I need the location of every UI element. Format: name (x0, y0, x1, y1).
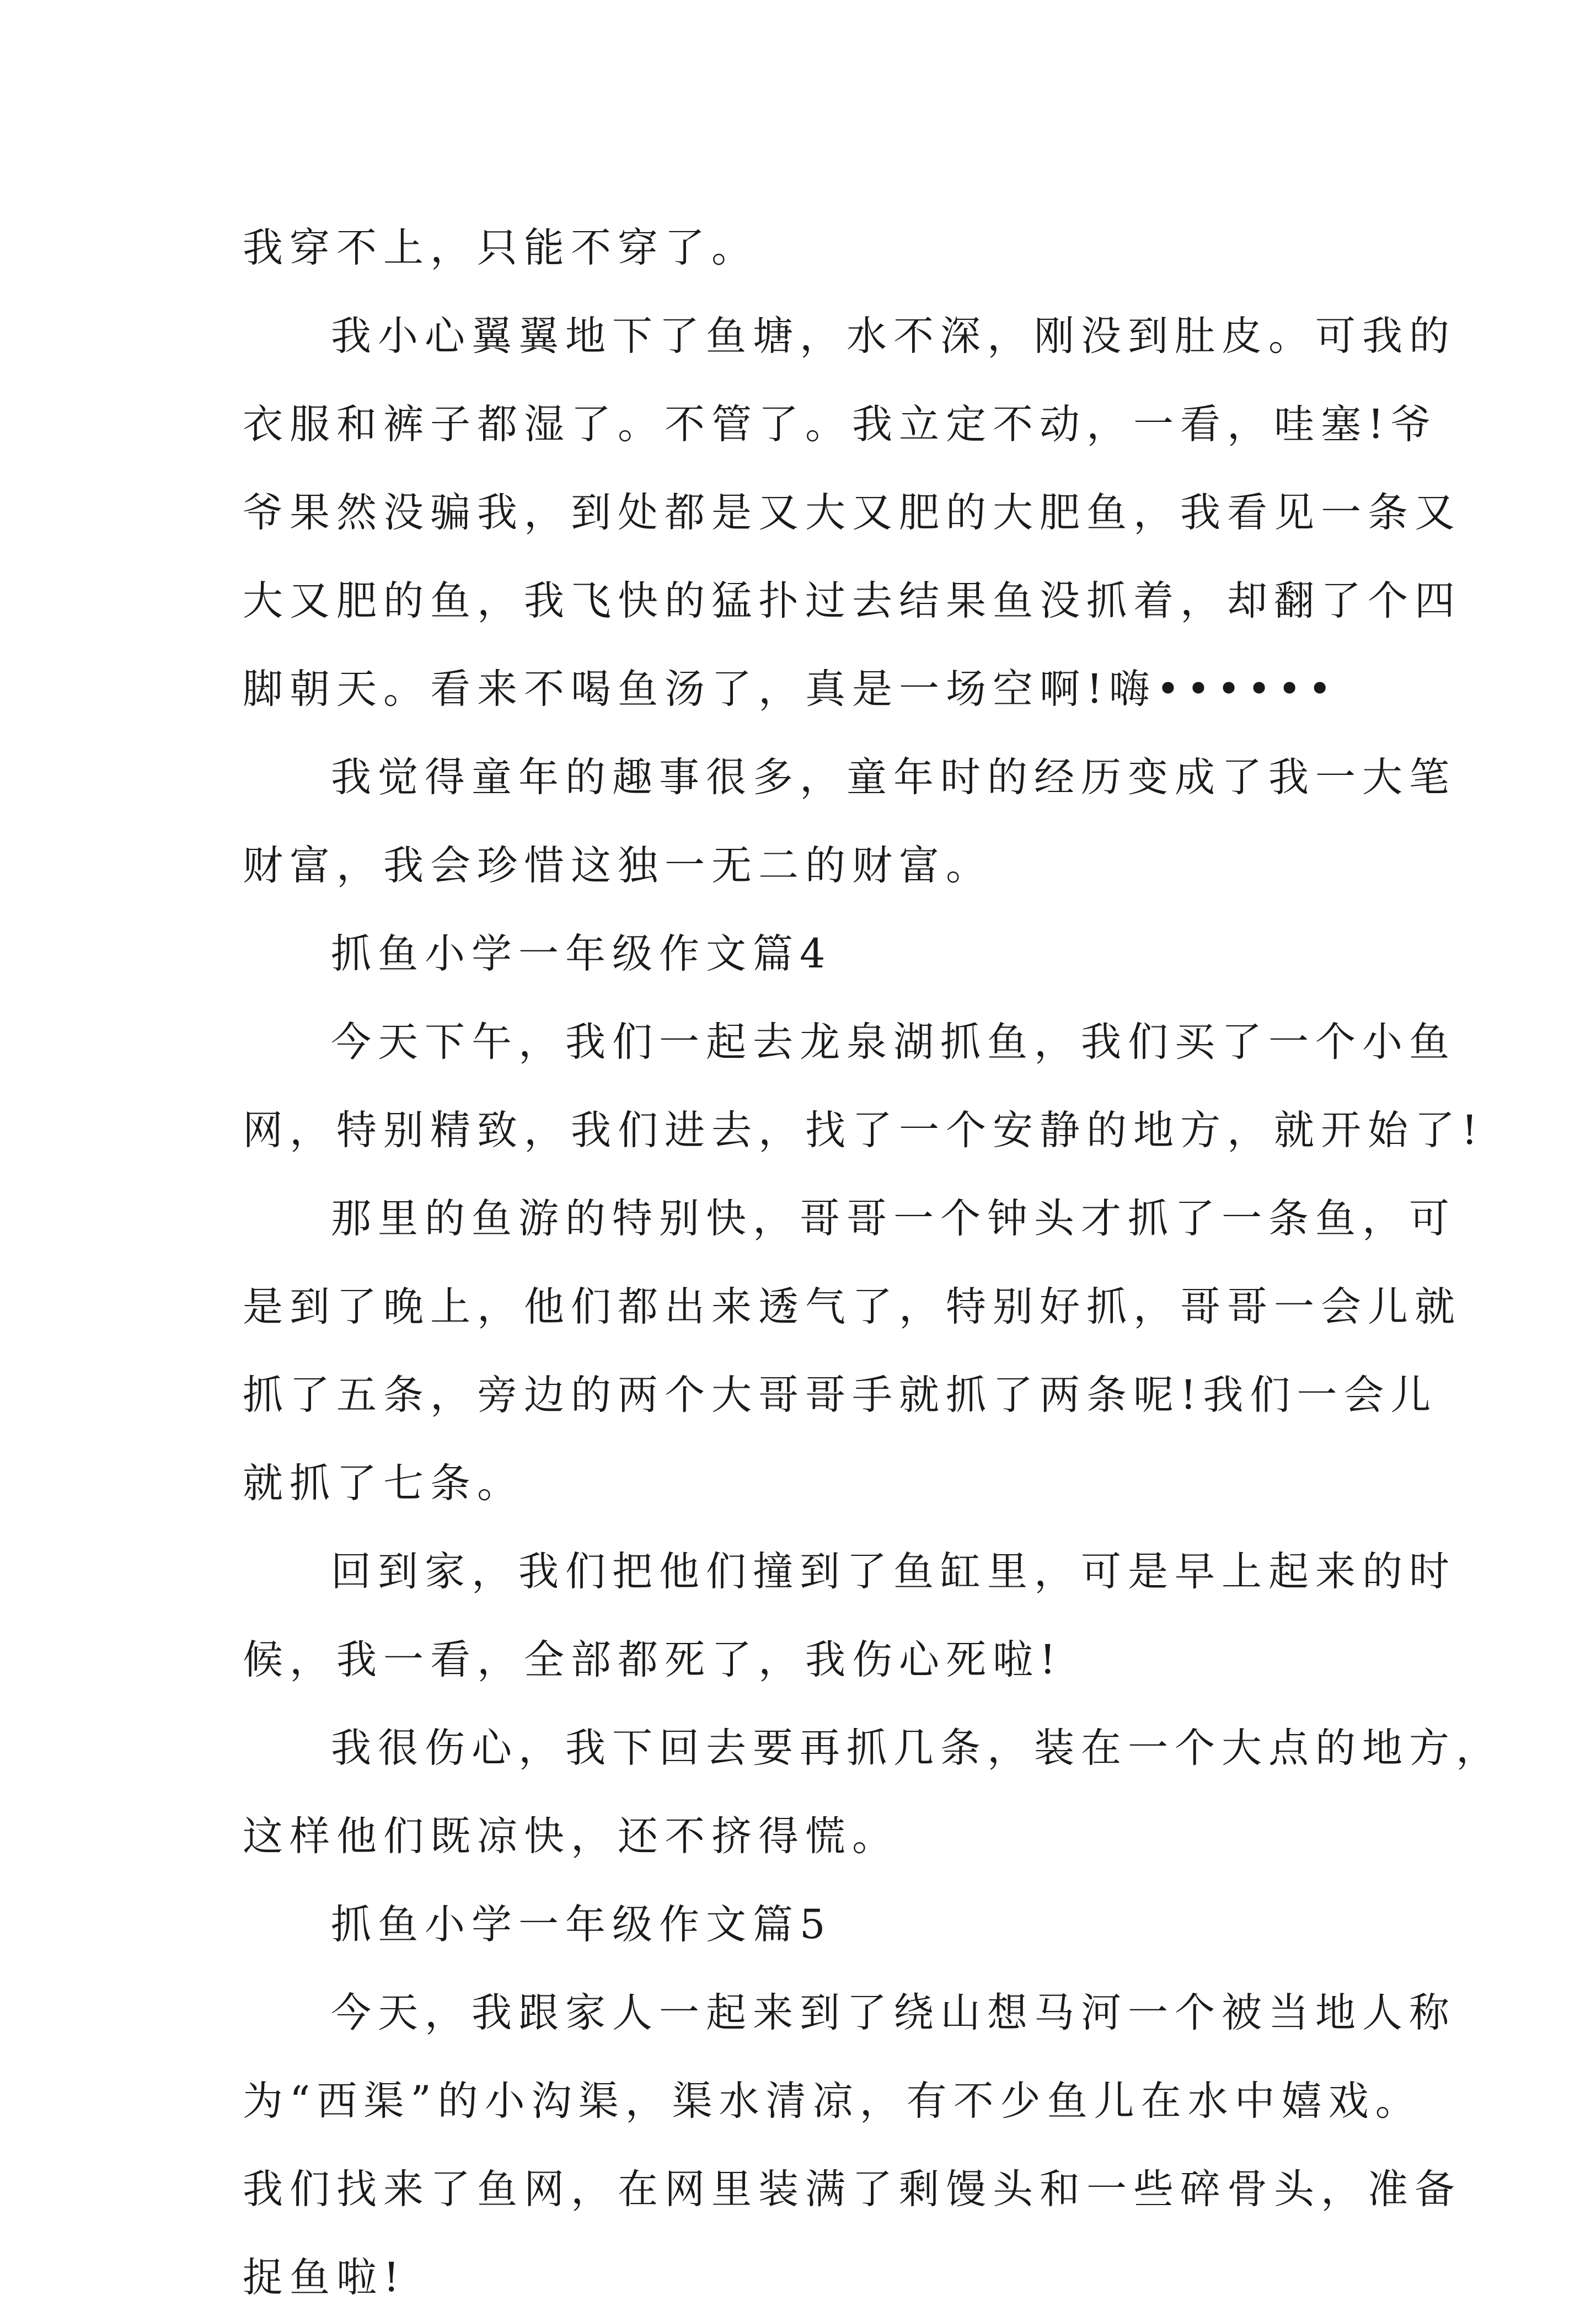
paragraph-start-line: 我小心翼翼地下了鱼塘，水不深，刚没到肚皮。可我的 (331, 313, 1456, 360)
section-heading: 抓鱼小学一年级作文篇5 (331, 1901, 832, 1948)
text-line: 我们找来了鱼网，在网里装满了剩馒头和一些碎骨头，准备 (243, 2166, 1461, 2213)
section-heading: 抓鱼小学一年级作文篇4 (331, 930, 832, 977)
paragraph-start-line: 那里的鱼游的特别快，哥哥一个钟头才抓了一条鱼，可 (331, 1195, 1456, 1242)
text-line: 衣服和裤子都湿了。不管了。我立定不动，一看，哇塞!爷 (243, 401, 1438, 448)
text-line: 网，特别精致，我们进去，找了一个安静的地方，就开始了! (243, 1107, 1485, 1154)
text-line: 大又肥的鱼，我飞快的猛扑过去结果鱼没抓着，却翻了个四 (243, 577, 1461, 624)
paragraph-start-line: 今天下午，我们一起去龙泉湖抓鱼，我们买了一个小鱼 (331, 1019, 1456, 1066)
text-line: 脚朝天。看来不喝鱼汤了，真是一场空啊!嗨•••••• (243, 666, 1338, 713)
text-line: 爷果然没骗我，到处都是又大又肥的大肥鱼，我看见一条又 (243, 489, 1461, 536)
text-line: 候，我一看，全部都死了，我伤心死啦! (243, 1636, 1063, 1683)
text-line: 财富，我会珍惜这独一无二的财富。 (243, 842, 993, 889)
text-line: 为“西渠”的小沟渠，渠水清凉，有不少鱼儿在水中嬉戏。 (243, 2078, 1422, 2125)
text-line: 是到了晚上，他们都出来透气了，特别好抓，哥哥一会儿就 (243, 1283, 1461, 1330)
paragraph-start-line: 回到家，我们把他们撞到了鱼缸里，可是早上起来的时 (331, 1548, 1456, 1595)
text-line: 这样他们既凉快，还不挤得慌。 (243, 1813, 899, 1860)
text-line: 捉鱼啦! (243, 2254, 406, 2301)
text-line: 就抓了七条。 (243, 1460, 524, 1507)
paragraph-start-line: 今天，我跟家人一起来到了绕山想马河一个被当地人称 (331, 1989, 1456, 2036)
text-line: 抓了五条，旁边的两个大哥哥手就抓了两条呢!我们一会儿 (243, 1372, 1438, 1419)
text-line: 我穿不上，只能不穿了。 (243, 224, 758, 271)
paragraph-start-line: 我很伤心，我下回去要再抓几条，装在一个大点的地方， (331, 1725, 1503, 1772)
paragraph-start-line: 我觉得童年的趣事很多，童年时的经历变成了我一大笔 (331, 754, 1456, 801)
